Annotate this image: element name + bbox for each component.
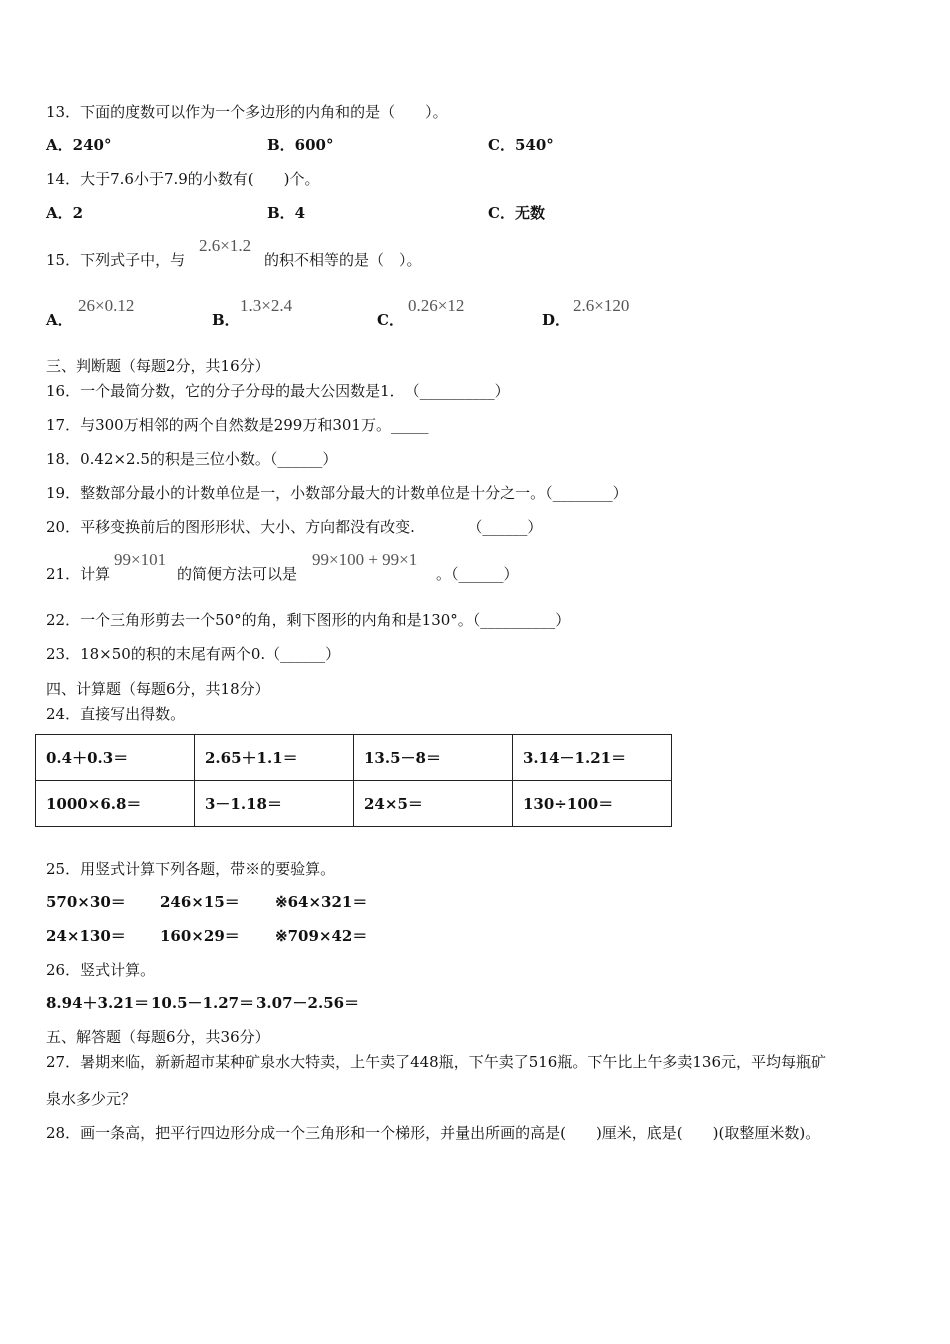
section-3-heading: 三、判断题（每题2分，共16分） [46,357,270,375]
q13-option-a: A．240° [46,136,112,154]
table-cell: 3.14－1.21＝ [513,735,672,781]
question-17: 17．与300万相邻的两个自然数是299万和301万。_____ [46,416,429,434]
question-14: 14．大于7.6小于7.9的小数有( )个。 [46,170,320,188]
q26-item: 3.07－2.56＝ [256,994,360,1012]
table-cell: 2.65＋1.1＝ [195,735,354,781]
q25-item: 570×30＝ [46,893,126,911]
question-18: 18．0.42×2.5的积是三位小数。（______） [46,450,338,468]
table-cell: 130÷100＝ [513,781,672,827]
table-row [36,781,672,827]
question-27-line-1: 27．暑期来临，新新超市某种矿泉水大特卖，上午卖了448瓶，下午卖了516瓶。下午比上午多卖136元，平均每瓶矿 [46,1053,826,1071]
question-21-middle: 的简便方法可以是 [177,565,298,583]
table-cell: 1000×6.8＝ [36,781,195,827]
q25-item: 24×130＝ [46,927,126,945]
q15-option-a-expr: 26×0.12 [78,296,135,315]
question-21-suffix: 。（______） [436,565,519,583]
q25-item: ※709×42＝ [275,927,368,945]
q25-item: ※64×321＝ [275,893,368,911]
q15-option-a-label: A． [46,311,73,329]
question-15-suffix: 的积不相等的是（ ）。 [264,251,422,269]
question-24: 24．直接写出得数。 [46,705,186,723]
q25-item: 246×15＝ [160,893,240,911]
question-20: 20．平移变换前后的图形形状、大小、方向都没有改变. （______） [46,518,543,536]
q21-expression-2: 99×100 + 99×1 [312,550,418,569]
q21-expression-1: 99×101 [114,550,167,569]
q26-item: 8.94＋3.21＝ [46,994,150,1012]
table-cell: 13.5－8＝ [354,735,513,781]
question-28: 28．画一条高，把平行四边形分成一个三角形和一个梯形，并量出所画的高是( )厘米，底是( )(取整厘米数)。 [46,1124,821,1142]
q15-option-d-expr: 2.6×120 [573,296,630,315]
mental-math-table [35,734,672,827]
q14-option-b: B．4 [267,204,306,222]
q25-item: 160×29＝ [160,927,240,945]
question-15-prefix: 15．下列式子中，与 [46,251,186,269]
q15-option-d-label: D． [542,311,571,329]
question-26: 26．竖式计算。 [46,961,156,979]
q15-option-c-label: C． [377,311,404,329]
table-cell: 0.4＋0.3＝ [36,735,195,781]
q15-option-c-expr: 0.26×12 [408,296,465,315]
q15-option-b-expr: 1.3×2.4 [240,296,293,315]
question-16: 16．一个最简分数，它的分子分母的最大公因数是1． （__________） [46,382,510,400]
question-21-prefix: 21．计算 [46,565,111,583]
question-25: 25．用竖式计算下列各题，带※的要验算。 [46,860,336,878]
question-27-line-2: 泉水多少元？ [46,1090,137,1108]
question-23: 23．18×50的积的末尾有两个0.（______） [46,645,341,663]
section-5-heading: 五、解答题（每题6分，共36分） [46,1028,270,1046]
q26-item: 10.5－1.27＝ [151,994,255,1012]
q13-option-c: C．540° [488,136,554,154]
section-4-heading: 四、计算题（每题6分，共18分） [46,680,270,698]
table-row [36,735,672,781]
question-13: 13．下面的度数可以作为一个多边形的内角和的是（ ）。 [46,103,448,121]
q13-option-b: B．600° [267,136,334,154]
table-cell: 24×5＝ [354,781,513,827]
question-19: 19．整数部分最小的计数单位是一，小数部分最大的计数单位是十分之一。（________） [46,484,628,502]
question-22: 22．一个三角形剪去一个50°的角，剩下图形的内角和是130°。（__________） [46,611,571,629]
q15-option-b-label: B． [212,311,240,329]
q14-option-a: A．2 [46,204,84,222]
q14-option-c: C．无数 [488,204,545,222]
table-cell: 3－1.18＝ [195,781,354,827]
q15-expression: 2.6×1.2 [199,236,252,255]
